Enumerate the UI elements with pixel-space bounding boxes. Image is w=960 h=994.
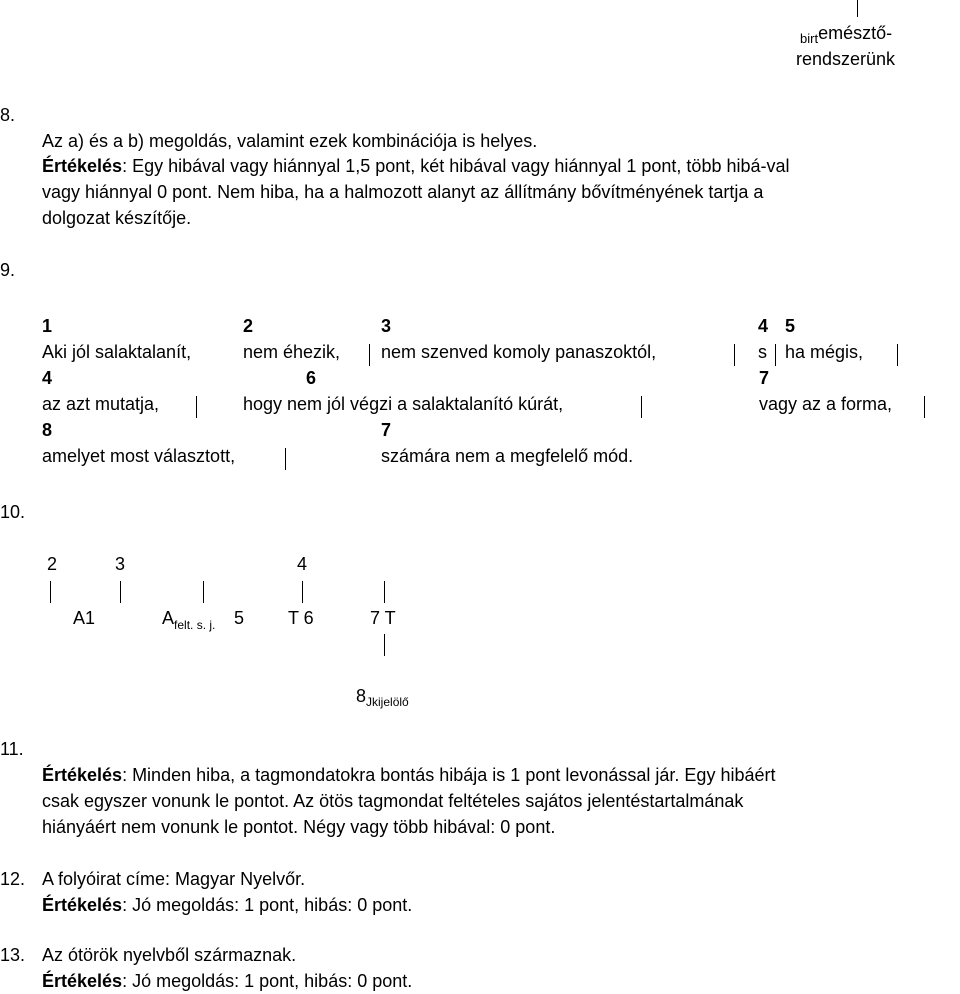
q10-bar-6 — [384, 634, 385, 656]
q8-line4: dolgozat készítője. — [42, 208, 192, 228]
q12-line1: A folyóirat címe: Magyar Nyelvőr. — [42, 869, 306, 889]
q10-bar-4 — [302, 581, 303, 603]
q12-eval-label: Értékelés — [42, 895, 123, 915]
q8-line3: vagy hiánnyal 0 pont. Nem hiba, ha a halmozott alanyt az állítmány bővítményének tartja a — [42, 182, 764, 202]
q10-num-2: 2 — [47, 554, 58, 574]
q10-num-5: 5 — [234, 608, 245, 628]
q13-number: 13. — [0, 945, 26, 965]
q13-eval-label: Értékelés — [42, 971, 123, 991]
q9-r1-divider-3 — [775, 344, 776, 366]
q10-num-4: 4 — [297, 554, 308, 574]
q9-r3-text-2: számára nem a megfelelő mód. — [381, 446, 634, 466]
q10-number: 10. — [0, 502, 26, 522]
q10-t6: T 6 — [288, 608, 314, 628]
q13-line1: Az ótörök nyelvből származnak. — [42, 945, 297, 965]
q10-a1: A1 — [73, 608, 96, 628]
top-label-prefix: birt — [800, 31, 819, 46]
q9-r3-num-1: 8 — [42, 420, 53, 440]
q9-r2-divider-1 — [196, 396, 197, 418]
q9-r3-num-2: 7 — [381, 420, 392, 440]
q12-eval-text: : Jó megoldás: 1 pont, hibás: 0 pont. — [122, 895, 413, 915]
q9-r1-num-5: 5 — [785, 316, 796, 336]
q10-bar-2 — [120, 581, 121, 603]
q9-r2-num-2: 6 — [306, 368, 317, 388]
q9-r3-divider-1 — [285, 448, 286, 470]
q9-r1-num-4: 4 — [758, 316, 769, 336]
q9-r1-text-5: ha mégis, — [785, 342, 864, 362]
q13-eval-line — [42, 970, 412, 992]
q9-r2-divider-3 — [924, 396, 925, 418]
q10-num-8: 8 — [356, 686, 367, 706]
q13-eval-text: : Jó megoldás: 1 pont, hibás: 0 pont. — [122, 971, 413, 991]
q10-bar-5 — [384, 581, 385, 603]
q10-num-3: 3 — [115, 554, 126, 574]
q10-a-felt-letter: A — [162, 608, 175, 628]
q11-line2: csak egyszer vonunk le pontot. Az ötös tagmondat feltételes sajátos jelentéstartalmának — [42, 791, 744, 811]
q9-r3-text-1: amelyet most választott, — [42, 446, 236, 466]
q11-eval-line — [42, 764, 775, 786]
q9-r1-divider-4 — [897, 344, 898, 366]
q9-r1-text-4: s — [758, 342, 767, 362]
q9-number: 9. — [0, 260, 16, 280]
q10-j-subscript: Jkijelölő — [366, 695, 409, 709]
q10-a-felt — [162, 607, 215, 631]
top-label-word1: emésztő- — [818, 23, 893, 43]
q9-r2-text-1: az azt mutatja, — [42, 394, 160, 414]
q9-r1-divider-2 — [734, 344, 735, 366]
q9-r1-text-2: nem éhezik, — [243, 342, 341, 362]
top-label-line1 — [800, 22, 892, 46]
q10-bar-1 — [50, 581, 51, 603]
q9-r2-divider-2 — [641, 396, 642, 418]
q9-r1-num-2: 2 — [243, 316, 254, 336]
q9-r2-text-2: hogy nem jól végzi a salaktalanító kúrát, — [243, 394, 564, 414]
q8-number: 8. — [0, 105, 16, 125]
q10-bar-3 — [203, 581, 204, 603]
q9-r2-num-3: 7 — [759, 368, 770, 388]
top-divider-bar — [857, 0, 858, 17]
q11-line1: : Minden hiba, a tagmondatokra bontás hibája is 1 pont levonással jár. Egy hibáért — [122, 765, 776, 785]
q8-eval-label: Értékelés — [42, 156, 123, 176]
q12-eval-line — [42, 894, 412, 916]
top-label-word2: rendszerünk — [796, 49, 896, 69]
q9-r1-text-1: Aki jól salaktalanít, — [42, 342, 192, 362]
q10-n8-line — [356, 685, 409, 709]
q8-eval-line — [42, 155, 790, 177]
q9-r1-divider-1 — [369, 344, 370, 366]
q9-r1-num-3: 3 — [381, 316, 392, 336]
q9-r1-text-3: nem szenved komoly panaszoktól, — [381, 342, 657, 362]
q8-line1: Az a) és a b) megoldás, valamint ezek kombinációja is helyes. — [42, 131, 538, 151]
q11-number: 11. — [0, 739, 24, 759]
q11-line3: hiányáért nem vonunk le pontot. Négy vagy több hibával: 0 pont. — [42, 817, 556, 837]
q10-a-felt-subscript: felt. s. j. — [174, 618, 216, 632]
q9-r2-text-3: vagy az a forma, — [759, 394, 893, 414]
q9-r1-num-1: 1 — [42, 316, 53, 336]
q9-r2-num-1: 4 — [42, 368, 53, 388]
q12-number: 12. — [0, 869, 26, 889]
q8-eval-text: : Egy hibával vagy hiánnyal 1,5 pont, két hibával vagy hiánnyal 1 pont, több hibá-val — [122, 156, 790, 176]
q10-t7: 7 T — [370, 608, 396, 628]
q11-eval-label: Értékelés — [42, 765, 123, 785]
